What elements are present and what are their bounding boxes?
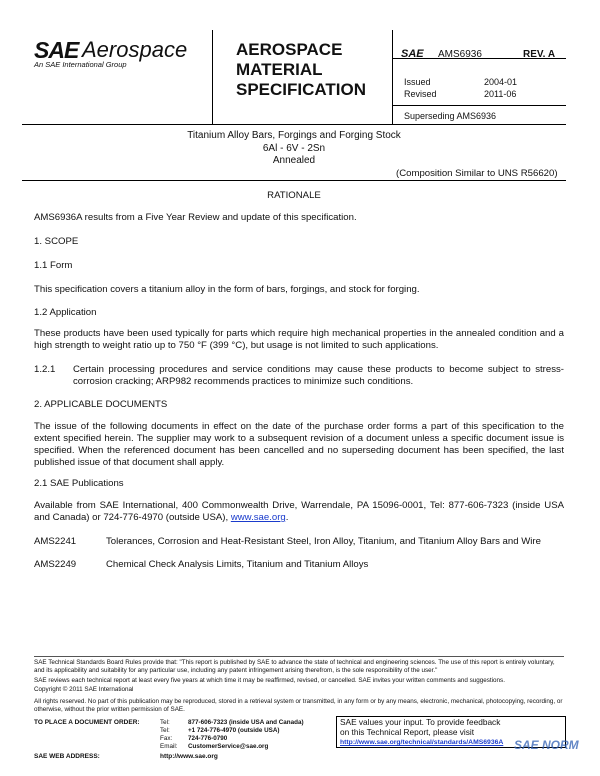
- section-2-heading: 2. APPLICABLE DOCUMENTS: [34, 399, 168, 410]
- order-contact-labels: [160, 719, 178, 751]
- tel2-label: Tel:: [160, 727, 170, 734]
- fax-label: Fax:: [160, 735, 173, 742]
- tel2-value: +1 724-776-4970 (outside USA): [188, 727, 280, 734]
- feedback-line: SAE values your input. To provide feedback: [340, 717, 501, 727]
- watermark-logo: SAE NORM: [514, 738, 579, 752]
- period: .: [285, 512, 289, 523]
- footer-copyright: Copyright © 2011 SAE International: [34, 686, 134, 693]
- superseding: Superseding AMS6936: [404, 111, 497, 121]
- title-line: 6Al - 6V - 2Sn: [262, 142, 326, 154]
- section-1-1-text: This specification covers a titanium alloy in the form of bars, forgings, and stock for forging.: [34, 284, 420, 295]
- footer-rules: SAE Technical Standards Board Rules provide that: "This report is published by SAE to advance the state of technical and engineering sciences. The use of this report is entirely voluntary, and its applicability and suitability for any particular use, including any patent infringement arising therefrom, is the sole responsibility of the user.": [34, 659, 555, 674]
- section-2-1-text: [34, 500, 564, 524]
- rationale-heading: RATIONALE: [267, 190, 321, 201]
- section-1-heading: 1. SCOPE: [34, 236, 79, 247]
- section-1-2-text: These products have been used typically for parts which require high mechanical properties in the annealed condition and a high strength to weight ratio up to 750 °F (399 °C), but usage is not limited to such applications.: [34, 328, 564, 351]
- ref-title: Tolerances, Corrosion and Heat-Resistant Steel, Iron Alloy, Titanium, and Titanium Alloy Bars and Wire: [106, 536, 541, 547]
- spec-title-line: SPECIFICATION: [236, 80, 367, 99]
- feedback-line: on this Technical Report, please visit: [340, 726, 475, 737]
- sae-mark: SAE: [401, 48, 424, 60]
- revised-value: 2011-06: [484, 89, 517, 99]
- rationale-text: AMS6936A results from a Five Year Review and update of this specification.: [34, 212, 357, 223]
- tel-value: 877-606-7323 (inside USA and Canada): [188, 719, 304, 726]
- revised-label: Revised: [404, 89, 437, 99]
- document-title: [22, 130, 566, 168]
- logo-subtitle: An SAE International Group: [34, 60, 127, 69]
- feedback-link[interactable]: http://www.sae.org/technical/standards/AMS6936A: [340, 739, 504, 746]
- spec-title-line: AEROSPACE: [236, 40, 343, 59]
- section-1-1-heading: 1.1 Form: [34, 260, 73, 271]
- fax-value: 724-776-0790: [188, 735, 228, 742]
- web-address-label: SAE WEB ADDRESS:: [34, 753, 100, 760]
- composition-note: (Composition Similar to UNS R56620): [396, 168, 558, 179]
- section-1-2-heading: 1.2 Application: [34, 307, 97, 318]
- email-value[interactable]: CustomerService@sae.org: [188, 743, 269, 750]
- revision: REV. A: [523, 49, 556, 60]
- ref-code: AMS2241: [34, 536, 77, 547]
- tel-label: Tel:: [160, 719, 170, 726]
- email-label: Email:: [160, 743, 178, 750]
- issued-value: 2004-01: [484, 77, 518, 87]
- ref-code: AMS2249: [34, 559, 77, 570]
- doc-number: AMS6936: [438, 49, 482, 60]
- section-2-text: The issue of the following documents in effect on the date of the purchase order forms a part of this specification to the extent specified herein. The supplier may work to a subsequent revision of a document unless a specific document issue is specified. When the referenced document has been cancelled and no superseding document has been specified, the last published issue of that document shall apply.: [34, 421, 564, 468]
- spec-title-line: MATERIAL: [236, 60, 323, 79]
- issued-label: Issued: [404, 77, 431, 87]
- ref-title: Chemical Check Analysis Limits, Titanium and Titanium Alloys: [106, 559, 369, 570]
- spec-title: [236, 40, 366, 100]
- order-contact-values: [188, 719, 304, 751]
- logo-aerospace: Aerospace: [82, 37, 188, 62]
- logo-sae: SAE: [34, 37, 79, 63]
- section-1-2-1-text: Certain processing procedures and service conditions may cause these products to become subject to stress-corrosion cracking; ARP982 recommends practices to minimize such conditions.: [73, 364, 564, 387]
- web-address-value[interactable]: http://www.sae.org: [160, 753, 218, 760]
- footer-review: SAE reviews each technical report at least every five years at which time it may be reaffirmed, revised, or cancelled. SAE invites your written comments and suggestions.: [34, 677, 505, 684]
- order-label: TO PLACE A DOCUMENT ORDER:: [34, 719, 140, 726]
- footer-rights: All rights reserved. No part of this publication may be reproduced, stored in a retrieval system or transmitted, in any form or by any means, electronic, mechanical, photocopying, recording, or otherwise, without the prior written permission of SAE.: [34, 698, 563, 713]
- section-2-1-heading: 2.1 SAE Publications: [34, 478, 124, 489]
- title-line: Annealed: [272, 155, 316, 166]
- title-line: Titanium Alloy Bars, Forgings and Forging Stock: [187, 130, 401, 141]
- section-1-2-1-number: 1.2.1: [34, 364, 56, 375]
- publisher-address: Available from SAE International, 400 Commonwealth Drive, Warrendale, PA 15096-0001, Tel: 877-606-7323 (inside USA and Canada) or 724-776-4970 (outside USA),: [34, 500, 564, 523]
- sae-website-link[interactable]: www.sae.org: [230, 512, 286, 523]
